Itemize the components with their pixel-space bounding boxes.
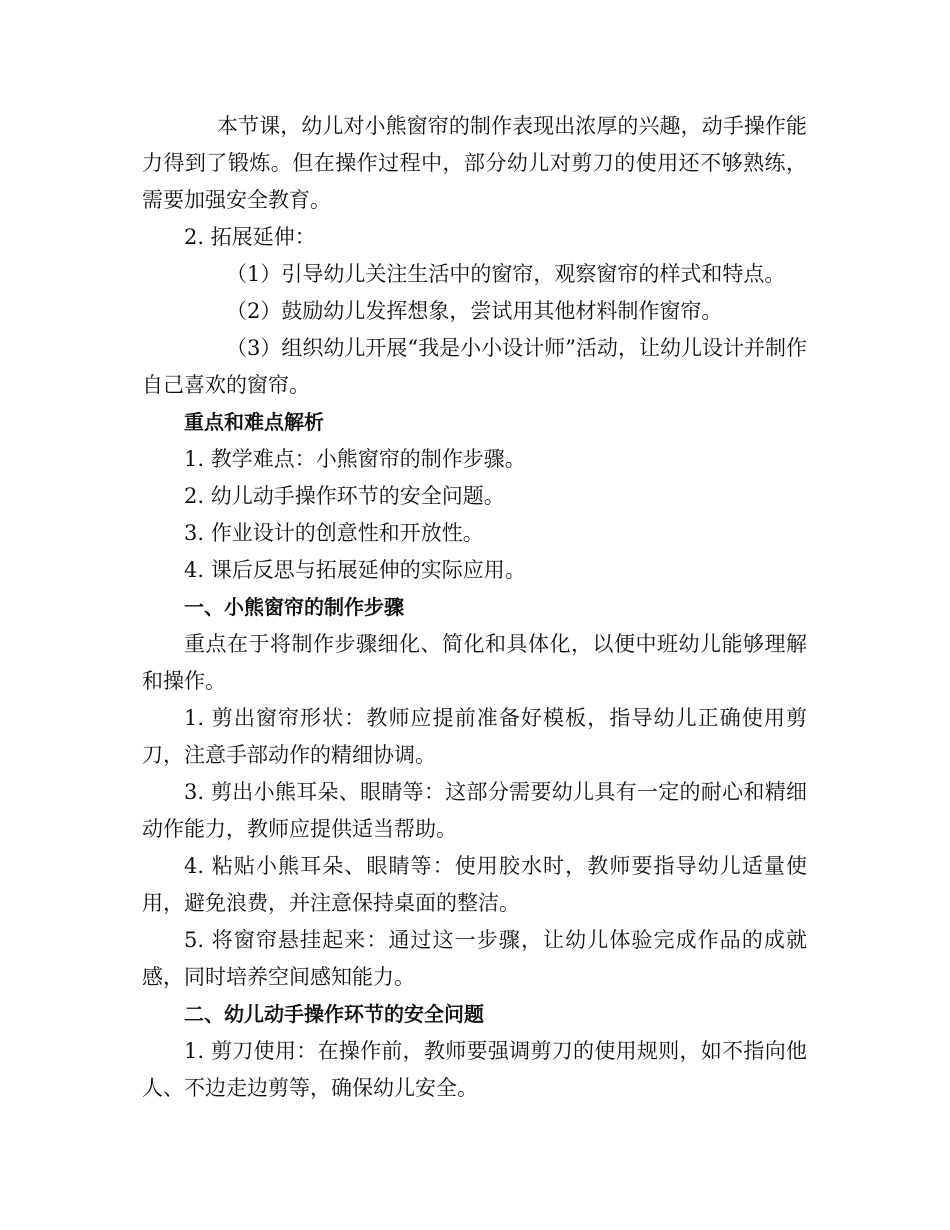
paragraph-extension-1: （1）引导幼儿关注生活中的窗帘，观察窗帘的样式和特点。	[226, 262, 786, 286]
paragraph-step-3: 3. 剪出小熊耳朵、眼睛等：这部分需要幼儿具有一定的耐心和精细动作能力，教师应提供适当帮助。	[142, 780, 807, 841]
heading-key-points: 重点和难点解析	[184, 410, 324, 434]
paragraph-reflection: 本节课，幼儿对小熊窗帘的制作表现出浓厚的兴趣，动手操作能力得到了锻炼。但在操作过程中，部分幼儿对剪刀的使用还不够熟练，需要加强安全教育。	[142, 114, 807, 212]
paragraph-extension-3: （3）组织幼儿开展“我是小小设计师”活动，让幼儿设计并制作自己喜欢的窗帘。	[142, 336, 807, 397]
document-body	[142, 108, 807, 1107]
paragraph-extension-2: （2）鼓励幼儿发挥想象，尝试用其他材料制作窗帘。	[226, 299, 723, 323]
list-item-3: 3. 作业设计的创意性和开放性。	[184, 521, 484, 545]
paragraph-steps-intro: 重点在于将制作步骤细化、简化和具体化，以便中班幼儿能够理解和操作。	[142, 632, 807, 693]
heading-section-1: 一、小熊窗帘的制作步骤	[184, 595, 404, 619]
list-item-4: 4. 课后反思与拓展延伸的实际应用。	[184, 558, 526, 582]
paragraph-step-5: 5. 将窗帘悬挂起来：通过这一步骤，让幼儿体验完成作品的成就感，同时培养空间感知能力。	[142, 928, 807, 989]
paragraph-safety-1: 1. 剪刀使用：在操作前，教师要强调剪刀的使用规则，如不指向他人、不边走边剪等，确保幼儿安全。	[142, 1039, 807, 1100]
paragraph-step-1: 1. 剪出窗帘形状：教师应提前准备好模板，指导幼儿正确使用剪刀，注意手部动作的精细协调。	[142, 706, 807, 767]
paragraph-extension-title: 2. 拓展延伸：	[184, 225, 316, 249]
list-item-2: 2. 幼儿动手操作环节的安全问题。	[184, 484, 505, 508]
list-item-1: 1. 教学难点：小熊窗帘的制作步骤。	[184, 447, 526, 471]
paragraph-step-4: 4. 粘贴小熊耳朵、眼睛等：使用胶水时，教师要指导幼儿适量使用，避免浪费，并注意保持桌面的整洁。	[142, 854, 807, 915]
heading-section-2: 二、幼儿动手操作环节的安全问题	[184, 1002, 484, 1026]
